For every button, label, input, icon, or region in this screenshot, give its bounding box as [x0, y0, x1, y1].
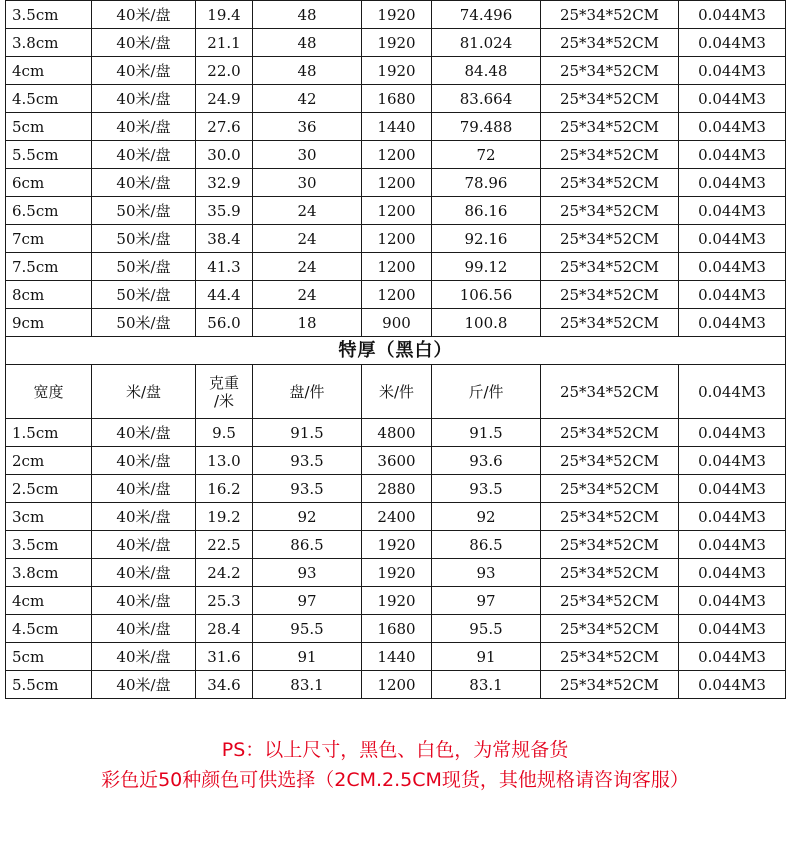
cell-jin-per-case: 95.5	[432, 615, 541, 643]
cell-meter-per-case: 1440	[362, 643, 432, 671]
cell-jin-per-case: 93.5	[432, 475, 541, 503]
header-rolls-per-case: 盘/件	[253, 365, 362, 419]
cell-width: 8cm	[6, 281, 92, 309]
cell-meter-per-case: 1920	[362, 587, 432, 615]
cell-width: 5.5cm	[6, 141, 92, 169]
cell-volume: 0.044M3	[679, 615, 786, 643]
header-jin-per-case: 斤/件	[432, 365, 541, 419]
cell-carton-size: 25*34*52CM	[541, 615, 679, 643]
cell-meter-per-case: 1200	[362, 281, 432, 309]
cell-width: 5cm	[6, 113, 92, 141]
cell-width: 3.5cm	[6, 1, 92, 29]
cell-meter-per-case: 1920	[362, 29, 432, 57]
cell-rolls-per-case: 24	[253, 197, 362, 225]
table-row	[6, 281, 786, 309]
cell-gram-per-meter: 44.4	[196, 281, 253, 309]
cell-meter-per-roll: 40米/盘	[92, 1, 196, 29]
header-volume: 0.044M3	[679, 365, 786, 419]
cell-carton-size: 25*34*52CM	[541, 253, 679, 281]
cell-width: 6cm	[6, 169, 92, 197]
section-title: 特厚（黑白）	[6, 337, 786, 365]
cell-meter-per-case: 1920	[362, 1, 432, 29]
cell-volume: 0.044M3	[679, 643, 786, 671]
cell-volume: 0.044M3	[679, 281, 786, 309]
header-gram	[196, 365, 253, 419]
table-row	[6, 169, 786, 197]
cell-meter-per-roll: 40米/盘	[92, 587, 196, 615]
cell-carton-size: 25*34*52CM	[541, 503, 679, 531]
cell-rolls-per-case: 30	[253, 169, 362, 197]
cell-meter-per-roll: 40米/盘	[92, 559, 196, 587]
cell-jin-per-case: 92	[432, 503, 541, 531]
table-row	[6, 113, 786, 141]
cell-gram-per-meter: 21.1	[196, 29, 253, 57]
cell-rolls-per-case: 48	[253, 1, 362, 29]
cell-rolls-per-case: 91	[253, 643, 362, 671]
cell-meter-per-case: 1920	[362, 531, 432, 559]
table-row	[6, 85, 786, 113]
cell-rolls-per-case: 93.5	[253, 447, 362, 475]
cell-width: 3.5cm	[6, 531, 92, 559]
cell-carton-size: 25*34*52CM	[541, 29, 679, 57]
cell-gram-per-meter: 35.9	[196, 197, 253, 225]
cell-meter-per-roll: 40米/盘	[92, 57, 196, 85]
table-row	[6, 29, 786, 57]
cell-gram-per-meter: 16.2	[196, 475, 253, 503]
cell-meter-per-case: 1200	[362, 225, 432, 253]
cell-gram-per-meter: 32.9	[196, 169, 253, 197]
cell-meter-per-case: 1200	[362, 253, 432, 281]
cell-carton-size: 25*34*52CM	[541, 1, 679, 29]
cell-rolls-per-case: 91.5	[253, 419, 362, 447]
cell-jin-per-case: 83.1	[432, 671, 541, 699]
cell-volume: 0.044M3	[679, 587, 786, 615]
cell-gram-per-meter: 31.6	[196, 643, 253, 671]
cell-rolls-per-case: 97	[253, 587, 362, 615]
cell-rolls-per-case: 24	[253, 281, 362, 309]
cell-meter-per-roll: 40米/盘	[92, 531, 196, 559]
cell-width: 2cm	[6, 447, 92, 475]
cell-volume: 0.044M3	[679, 671, 786, 699]
cell-width: 1.5cm	[6, 419, 92, 447]
cell-width: 5cm	[6, 643, 92, 671]
cell-carton-size: 25*34*52CM	[541, 225, 679, 253]
cell-meter-per-case: 1920	[362, 57, 432, 85]
cell-meter-per-case: 3600	[362, 447, 432, 475]
table-row	[6, 559, 786, 587]
cell-meter-per-case: 1200	[362, 141, 432, 169]
cell-rolls-per-case: 83.1	[253, 671, 362, 699]
cell-rolls-per-case: 48	[253, 29, 362, 57]
cell-gram-per-meter: 13.0	[196, 447, 253, 475]
cell-volume: 0.044M3	[679, 475, 786, 503]
cell-gram-per-meter: 22.5	[196, 531, 253, 559]
cell-width: 4.5cm	[6, 615, 92, 643]
cell-volume: 0.044M3	[679, 309, 786, 337]
cell-width: 9cm	[6, 309, 92, 337]
cell-gram-per-meter: 34.6	[196, 671, 253, 699]
cell-meter-per-case: 4800	[362, 419, 432, 447]
cell-meter-per-roll: 50米/盘	[92, 281, 196, 309]
cell-rolls-per-case: 30	[253, 141, 362, 169]
cell-meter-per-roll: 40米/盘	[92, 475, 196, 503]
cell-gram-per-meter: 56.0	[196, 309, 253, 337]
cell-gram-per-meter: 24.9	[196, 85, 253, 113]
cell-meter-per-roll: 50米/盘	[92, 197, 196, 225]
cell-volume: 0.044M3	[679, 169, 786, 197]
cell-carton-size: 25*34*52CM	[541, 169, 679, 197]
table-row	[6, 643, 786, 671]
cell-carton-size: 25*34*52CM	[541, 447, 679, 475]
cell-gram-per-meter: 38.4	[196, 225, 253, 253]
table-row	[6, 531, 786, 559]
cell-volume: 0.044M3	[679, 85, 786, 113]
cell-width: 4cm	[6, 57, 92, 85]
cell-width: 7cm	[6, 225, 92, 253]
cell-volume: 0.044M3	[679, 141, 786, 169]
table-row	[6, 615, 786, 643]
cell-gram-per-meter: 19.2	[196, 503, 253, 531]
cell-width: 6.5cm	[6, 197, 92, 225]
header-row	[6, 365, 786, 419]
cell-jin-per-case: 99.12	[432, 253, 541, 281]
cell-jin-per-case: 91	[432, 643, 541, 671]
cell-jin-per-case: 100.8	[432, 309, 541, 337]
cell-width: 4.5cm	[6, 85, 92, 113]
cell-gram-per-meter: 28.4	[196, 615, 253, 643]
cell-width: 2.5cm	[6, 475, 92, 503]
cell-rolls-per-case: 93	[253, 559, 362, 587]
table-row	[6, 419, 786, 447]
cell-jin-per-case: 74.496	[432, 1, 541, 29]
cell-jin-per-case: 83.664	[432, 85, 541, 113]
cell-carton-size: 25*34*52CM	[541, 643, 679, 671]
cell-width: 3cm	[6, 503, 92, 531]
cell-width: 4cm	[6, 587, 92, 615]
upper-rows	[6, 1, 786, 337]
cell-jin-per-case: 79.488	[432, 113, 541, 141]
cell-jin-per-case: 84.48	[432, 57, 541, 85]
cell-carton-size: 25*34*52CM	[541, 85, 679, 113]
cell-gram-per-meter: 24.2	[196, 559, 253, 587]
cell-meter-per-case: 2400	[362, 503, 432, 531]
cell-volume: 0.044M3	[679, 57, 786, 85]
table-row	[6, 671, 786, 699]
cell-meter-per-case: 1920	[362, 559, 432, 587]
cell-meter-per-case: 1440	[362, 113, 432, 141]
table-row	[6, 587, 786, 615]
cell-gram-per-meter: 9.5	[196, 419, 253, 447]
cell-volume: 0.044M3	[679, 225, 786, 253]
table-row	[6, 447, 786, 475]
cell-carton-size: 25*34*52CM	[541, 309, 679, 337]
cell-meter-per-case: 1200	[362, 671, 432, 699]
cell-meter-per-case: 1200	[362, 169, 432, 197]
cell-rolls-per-case: 95.5	[253, 615, 362, 643]
cell-rolls-per-case: 36	[253, 113, 362, 141]
table-row	[6, 225, 786, 253]
cell-jin-per-case: 78.96	[432, 169, 541, 197]
cell-meter-per-roll: 40米/盘	[92, 419, 196, 447]
cell-jin-per-case: 92.16	[432, 225, 541, 253]
lower-rows	[6, 419, 786, 699]
cell-gram-per-meter: 19.4	[196, 1, 253, 29]
cell-volume: 0.044M3	[679, 197, 786, 225]
cell-carton-size: 25*34*52CM	[541, 419, 679, 447]
cell-meter-per-roll: 40米/盘	[92, 29, 196, 57]
header-width: 宽度	[6, 365, 92, 419]
cell-jin-per-case: 72	[432, 141, 541, 169]
cell-carton-size: 25*34*52CM	[541, 531, 679, 559]
spec-table	[5, 0, 786, 699]
cell-gram-per-meter: 30.0	[196, 141, 253, 169]
cell-meter-per-roll: 40米/盘	[92, 503, 196, 531]
cell-jin-per-case: 93	[432, 559, 541, 587]
header-carton-size: 25*34*52CM	[541, 365, 679, 419]
table-row	[6, 475, 786, 503]
cell-rolls-per-case: 92	[253, 503, 362, 531]
cell-carton-size: 25*34*52CM	[541, 475, 679, 503]
cell-jin-per-case: 86.16	[432, 197, 541, 225]
cell-rolls-per-case: 48	[253, 57, 362, 85]
cell-meter-per-roll: 40米/盘	[92, 671, 196, 699]
table-row	[6, 253, 786, 281]
cell-jin-per-case: 93.6	[432, 447, 541, 475]
header-gram-line1: 克重	[208, 373, 239, 392]
table-row	[6, 503, 786, 531]
cell-carton-size: 25*34*52CM	[541, 559, 679, 587]
cell-rolls-per-case: 18	[253, 309, 362, 337]
cell-meter-per-roll: 40米/盘	[92, 615, 196, 643]
cell-rolls-per-case: 93.5	[253, 475, 362, 503]
cell-gram-per-meter: 25.3	[196, 587, 253, 615]
header-meter-per-case: 米/件	[362, 365, 432, 419]
cell-meter-per-case: 1680	[362, 85, 432, 113]
cell-jin-per-case: 106.56	[432, 281, 541, 309]
table-row	[6, 57, 786, 85]
cell-meter-per-roll: 50米/盘	[92, 225, 196, 253]
cell-jin-per-case: 91.5	[432, 419, 541, 447]
cell-meter-per-roll: 40米/盘	[92, 447, 196, 475]
cell-gram-per-meter: 27.6	[196, 113, 253, 141]
cell-meter-per-roll: 40米/盘	[92, 113, 196, 141]
cell-meter-per-roll: 40米/盘	[92, 169, 196, 197]
table-row	[6, 141, 786, 169]
cell-volume: 0.044M3	[679, 253, 786, 281]
cell-meter-per-case: 1200	[362, 197, 432, 225]
cell-gram-per-meter: 41.3	[196, 253, 253, 281]
cell-rolls-per-case: 24	[253, 225, 362, 253]
cell-meter-per-case: 2880	[362, 475, 432, 503]
cell-meter-per-roll: 40米/盘	[92, 141, 196, 169]
cell-width: 3.8cm	[6, 29, 92, 57]
cell-gram-per-meter: 22.0	[196, 57, 253, 85]
cell-meter-per-roll: 50米/盘	[92, 253, 196, 281]
cell-width: 5.5cm	[6, 671, 92, 699]
table-row	[6, 1, 786, 29]
table-row	[6, 197, 786, 225]
cell-volume: 0.044M3	[679, 447, 786, 475]
note-line-1: PS：以上尺寸，黑色、白色，为常规备货	[221, 739, 569, 761]
cell-volume: 0.044M3	[679, 559, 786, 587]
cell-volume: 0.044M3	[679, 503, 786, 531]
cell-carton-size: 25*34*52CM	[541, 587, 679, 615]
note-line-2: 彩色近50种颜色可供选择（2CM.2.5CM现货，其他规格请咨询客服）	[101, 769, 689, 791]
cell-rolls-per-case: 24	[253, 253, 362, 281]
cell-meter-per-roll: 40米/盘	[92, 643, 196, 671]
cell-carton-size: 25*34*52CM	[541, 281, 679, 309]
cell-meter-per-case: 1680	[362, 615, 432, 643]
cell-meter-per-roll: 50米/盘	[92, 309, 196, 337]
cell-jin-per-case: 86.5	[432, 531, 541, 559]
table-row	[6, 309, 786, 337]
cell-carton-size: 25*34*52CM	[541, 57, 679, 85]
cell-carton-size: 25*34*52CM	[541, 197, 679, 225]
cell-carton-size: 25*34*52CM	[541, 671, 679, 699]
cell-width: 3.8cm	[6, 559, 92, 587]
cell-rolls-per-case: 86.5	[253, 531, 362, 559]
cell-jin-per-case: 81.024	[432, 29, 541, 57]
cell-volume: 0.044M3	[679, 1, 786, 29]
cell-volume: 0.044M3	[679, 29, 786, 57]
cell-volume: 0.044M3	[679, 113, 786, 141]
header-meter-per-roll: 米/盘	[92, 365, 196, 419]
cell-jin-per-case: 97	[432, 587, 541, 615]
cell-meter-per-roll: 40米/盘	[92, 85, 196, 113]
cell-carton-size: 25*34*52CM	[541, 141, 679, 169]
cell-volume: 0.044M3	[679, 531, 786, 559]
cell-volume: 0.044M3	[679, 419, 786, 447]
cell-carton-size: 25*34*52CM	[541, 113, 679, 141]
header-gram-line2: /米	[213, 391, 235, 410]
cell-rolls-per-case: 42	[253, 85, 362, 113]
cell-width: 7.5cm	[6, 253, 92, 281]
cell-meter-per-case: 900	[362, 309, 432, 337]
section-title-row	[6, 337, 786, 365]
